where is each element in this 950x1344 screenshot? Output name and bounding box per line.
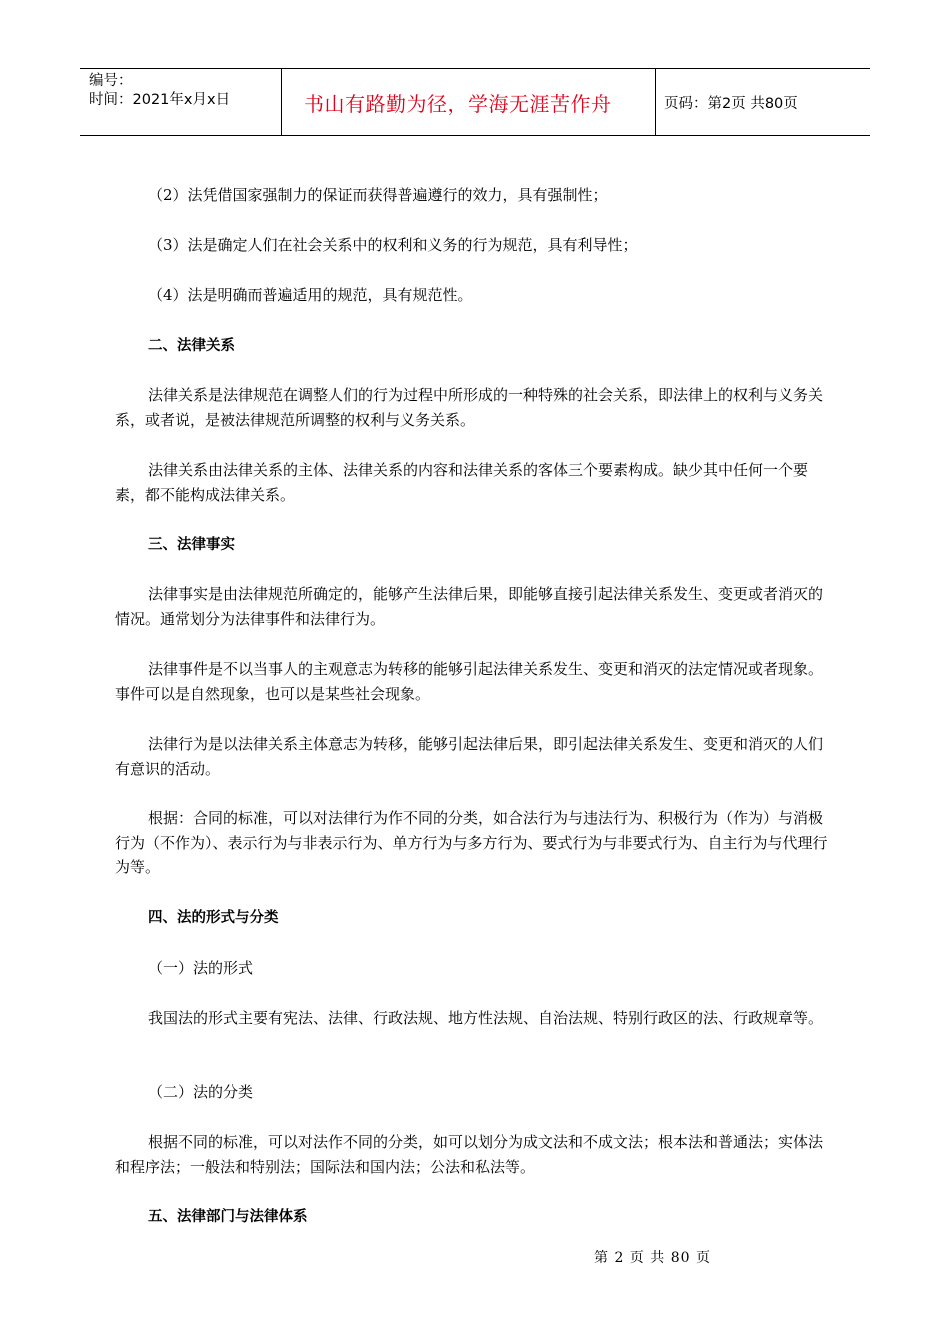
header-page-info: 页码：第2页 共80页 xyxy=(664,95,798,112)
document-number-label: 编号： xyxy=(89,73,133,89)
header-meta xyxy=(80,69,282,135)
paragraph: 法律关系是法律规范在调整人们的行为过程中所形成的一种特殊的社会关系，即法律上的权利与义务关系，或者说，是被法律规范所调整的权利与义务关系。 xyxy=(115,386,824,429)
paragraph: （4）法是明确而普遍适用的规范，具有规范性。 xyxy=(148,286,473,304)
paragraph: 我国法的形式主要有宪法、法律、行政法规、地方性法规、自治法规、特别行政区的法、行政规章等。 xyxy=(148,1009,824,1027)
section-heading: 三、法律事实 xyxy=(148,537,235,553)
paragraph: （3）法是确定人们在社会关系中的权利和义务的行为规范，具有利导性； xyxy=(148,236,638,254)
subsection-heading: （一）法的形式 xyxy=(148,959,254,977)
paragraph: 法律事实是由法律规范所确定的，能够产生法律后果，即能够直接引起法律关系发生、变更或者消灭的情况。通常划分为法律事件和法律行为。 xyxy=(115,585,824,628)
paragraph: 法律事件是不以当事人的主观意志为转移的能够引起法律关系发生、变更和消灭的法定情况或者现象。事件可以是自然现象，也可以是某些社会现象。 xyxy=(115,660,824,703)
subsection-heading: （二）法的分类 xyxy=(148,1083,254,1101)
section-heading: 二、法律关系 xyxy=(148,338,235,354)
paragraph: 法律行为是以法律关系主体意志为转移，能够引起法律后果，即引起法律关系发生、变更和消灭的人们有意识的活动。 xyxy=(115,735,824,778)
page-footer: 第 2 页 共 80 页 xyxy=(594,1250,711,1266)
document-time: 时间：2021年x月x日 xyxy=(89,92,231,108)
paragraph: 根据不同的标准，可以对法作不同的分类，如可以划分为成文法和不成文法；根本法和普通法；实体法和程序法；一般法和特别法；国际法和国内法；公法和私法等。 xyxy=(115,1133,824,1176)
section-heading: 五、法律部门与法律体系 xyxy=(148,1209,308,1225)
header-motto: 书山有路勤为径，学海无涯苦作舟 xyxy=(282,69,656,135)
paragraph: （2）法凭借国家强制力的保证而获得普遍遵行的效力，具有强制性； xyxy=(148,186,608,204)
paragraph: 法律关系由法律关系的主体、法律关系的内容和法律关系的客体三个要素构成。缺少其中任何一个要素，都不能构成法律关系。 xyxy=(115,461,809,504)
paragraph: 根据：合同的标准，可以对法律行为作不同的分类，如合法行为与违法行为、积极行为（作为）与消极行为（不作为）、表示行为与非表示行为、单方行为与多方行为、要式行为与非要式行为、自主行为与代理行为等。 xyxy=(115,809,828,876)
section-heading: 四、法的形式与分类 xyxy=(148,910,279,926)
page-header xyxy=(80,68,870,136)
